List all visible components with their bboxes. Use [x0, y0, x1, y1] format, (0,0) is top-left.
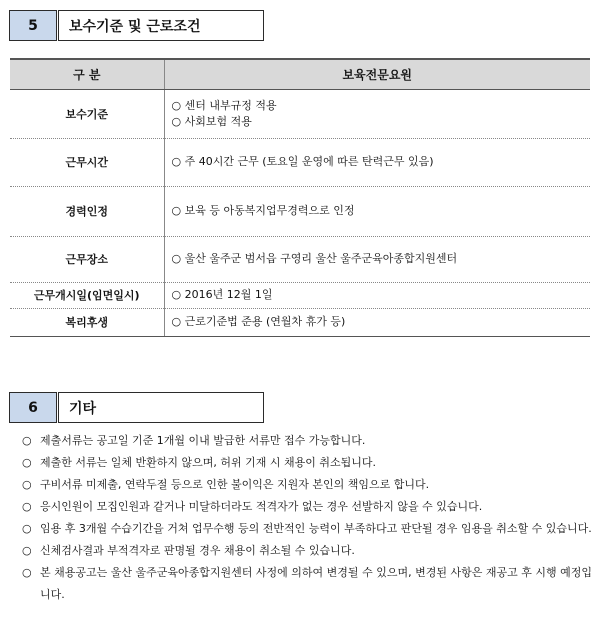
row-item: ○ 센터 내부규정 적용 [171, 98, 277, 112]
list-item [22, 518, 592, 540]
table-row [10, 186, 590, 236]
table-header-row [10, 59, 590, 89]
row-label: 근무개시일(임면일시) [10, 282, 164, 308]
list-item [22, 474, 592, 496]
note-text: 응시인원이 모집인원과 같거나 미달하더라도 적격자가 없는 경우 선발하지 않을 수 있습니다. [40, 500, 483, 513]
row-content [164, 89, 590, 138]
table-row [10, 282, 590, 308]
row-label: 경력인정 [10, 186, 164, 236]
row-item: ○ 근로기준법 준용 (연월차 휴가 등) [171, 315, 346, 328]
list-item [22, 496, 592, 518]
row-content [164, 186, 590, 236]
column-header-position: 보육전문요원 [164, 59, 590, 89]
note-text: 신체검사결과 부적격자로 판명될 경우 채용이 취소될 수 있습니다. [40, 544, 355, 557]
row-label: 보수기준 [10, 89, 164, 138]
list-item [22, 562, 592, 606]
note-text: 임용 후 3개월 수습기간을 거쳐 업무수행 등의 전반적인 능력이 부족하다고 판단될 경우 임용을 취소할 수 있습니다. [40, 522, 592, 535]
row-item: ○ 주 40시간 근무 (토요일 운영에 따른 탄력근무 있음) [171, 155, 434, 168]
row-content [164, 308, 590, 336]
bullet-circle-icon: ○ [22, 456, 32, 469]
row-label: 근무시간 [10, 138, 164, 186]
row-item: ○ 보육 등 아동복지업무경력으로 인정 [171, 204, 355, 217]
note-text: 구비서류 미제출, 연락두절 등으로 인한 불이익은 지원자 본인의 책임으로 합니다. [40, 478, 430, 491]
table-row [10, 236, 590, 282]
section-number: 6 [9, 392, 57, 423]
row-content [164, 236, 590, 282]
row-content [164, 282, 590, 308]
note-text: 본 채용공고는 울산 울주군육아종합지원센터 사정에 의하여 변경될 수 있으며, 변경된 사항은 재공고 후 시행 예정입니다. [40, 566, 592, 601]
row-content [164, 138, 590, 186]
conditions-table [10, 58, 590, 337]
row-item: ○ 울산 울주군 범서읍 구영리 울산 울주군육아종합지원센터 [171, 252, 458, 265]
bullet-circle-icon: ○ [22, 434, 32, 447]
note-text: 제출한 서류는 일체 반환하지 않으며, 허위 기재 시 채용이 취소됩니다. [40, 456, 376, 469]
row-label: 복리후생 [10, 308, 164, 336]
bullet-circle-icon: ○ [22, 544, 32, 557]
column-header-category: 구 분 [10, 59, 164, 89]
list-item [22, 430, 592, 452]
table-row [10, 89, 590, 138]
table-row [10, 138, 590, 186]
section-number: 5 [9, 10, 57, 41]
row-label: 근무장소 [10, 236, 164, 282]
notes-list [22, 430, 592, 606]
bullet-circle-icon: ○ [22, 522, 32, 535]
bullet-circle-icon: ○ [22, 566, 32, 579]
section-5-heading [9, 10, 264, 41]
section-title: 기타 [58, 392, 264, 423]
section-title: 보수기준 및 근로조건 [58, 10, 264, 41]
bullet-circle-icon: ○ [22, 500, 32, 513]
row-item: ○ 2016년 12월 1일 [171, 288, 273, 301]
section-6-heading [9, 392, 264, 423]
bullet-circle-icon: ○ [22, 478, 32, 491]
table-row [10, 308, 590, 336]
row-item: ○ 사회보험 적용 [171, 114, 252, 128]
list-item [22, 452, 592, 474]
note-text: 제출서류는 공고일 기준 1개월 이내 발급한 서류만 접수 가능합니다. [40, 434, 366, 447]
list-item [22, 540, 592, 562]
